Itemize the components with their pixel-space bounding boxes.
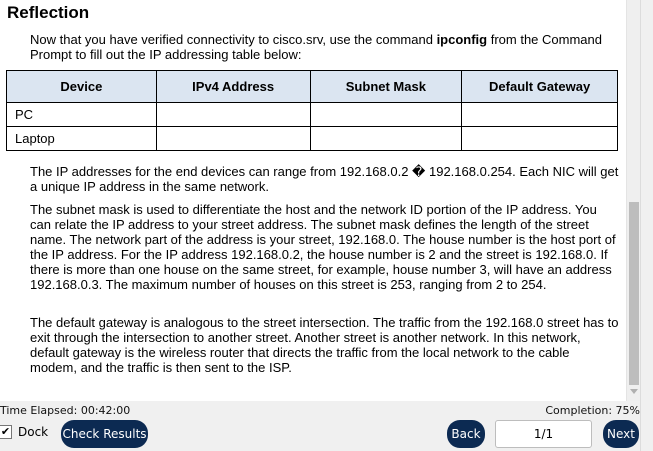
cell-gateway [462, 127, 618, 151]
ip-addressing-table [6, 70, 618, 151]
cell-device: PC [7, 103, 157, 127]
dock-label: Dock [18, 425, 49, 439]
cell-ipv4 [156, 103, 310, 127]
header-device: Device [7, 71, 157, 103]
table-row [7, 127, 618, 151]
table-row [7, 103, 618, 127]
default-gateway-paragraph: The default gateway is analogous to the street intersection. The traffic from the 192.168.0 street has to exit through the intersection to another street. Another street is another network. In this network, default gateway is the wireless router that directs the traffic from the local network to the cable modem, and the traffic is then sent to the ISP. [30, 315, 619, 375]
dock-toggle[interactable] [0, 425, 48, 439]
cell-ipv4 [156, 127, 310, 151]
window-edge [640, 0, 653, 451]
scrollbar-thumb[interactable] [629, 202, 639, 385]
intro-paragraph [30, 32, 620, 62]
header-subnet: Subnet Mask [310, 71, 462, 103]
dock-checkbox[interactable]: ✔ [0, 425, 11, 438]
intro-text: Now that you have verified connectivity to cisco.srv, use the command [30, 32, 437, 47]
intro-text-end: from the Command Prompt to fill out the IP addressing table below: [30, 32, 602, 62]
header-gateway: Default Gateway [462, 71, 618, 103]
page-indicator[interactable]: 1/1 [495, 420, 592, 448]
ip-range-paragraph: The IP addresses for the end devices can range from 192.168.0.2 � 192.168.0.254. Each NIC will get a unique IP address in the same network. [30, 164, 619, 194]
cell-subnet [310, 127, 462, 151]
cell-gateway [462, 103, 618, 127]
cell-device: Laptop [7, 127, 157, 151]
table-header-row [7, 71, 618, 103]
cell-subnet [310, 103, 462, 127]
command-name: ipconfig [436, 32, 488, 47]
completion-status: Completion: 75% [545, 404, 640, 417]
subnet-mask-paragraph: The subnet mask is used to differentiate the host and the network ID portion of the IP address. You can relate the IP address to your street address. The subnet mask defines the length of the street name. The network part of the address is your street, 192.168.0. The house number is the host port of the IP address. For the IP address 192.168.0.2, the house number is 2 and the street is 192.168.0. If there is more than one house on the same street, for example, house number 3, will have an address 192.168.0.3. The maximum number of houses on this street is 253, ranging from 2 to 254. [30, 202, 616, 292]
vertical-scrollbar[interactable] [626, 0, 640, 401]
next-button[interactable]: Next [603, 420, 639, 448]
back-button[interactable]: Back [447, 420, 485, 448]
scroll-down-arrow-icon[interactable] [630, 389, 638, 394]
time-elapsed: Time Elapsed: 00:42:00 [0, 404, 131, 417]
check-results-button[interactable]: Check Results [61, 420, 148, 448]
header-ipv4: IPv4 Address [156, 71, 310, 103]
section-heading: Reflection [7, 3, 90, 22]
